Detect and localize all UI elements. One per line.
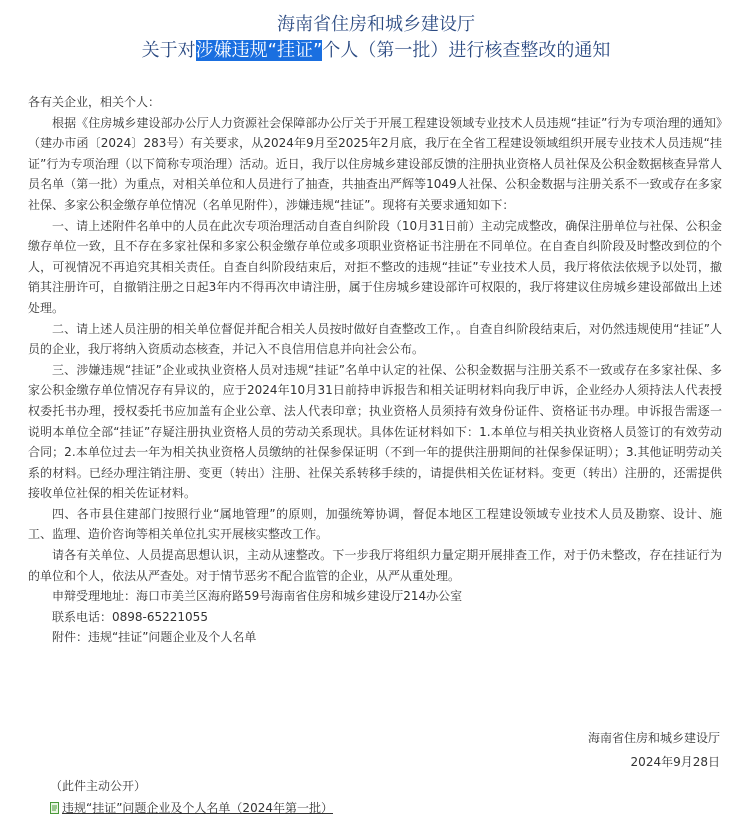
salutation: 各有关企业，相关个人： — [28, 95, 161, 109]
title-prefix: 关于对 — [141, 40, 196, 61]
appeal-address: 申辩受理地址：海口市美兰区海府路59号海南省住房和城乡建设厅214办公室 — [52, 589, 463, 604]
contact-phone: 联系电话：0898-65221055 — [52, 609, 208, 624]
signature-org: 海南省住房和城乡建设厅 — [587, 731, 720, 745]
attachment-link-label: 违规“挂证”问题企业及个人名单（2024年第一批） — [62, 801, 333, 815]
paragraph-item-4: 四、各市县住建部门按照行业“属地管理”的原则，加强统筹协调，督促本地区工程建设领域专业技术人员及勘察、设计、施工、监理、造价咨询等相关单位扎实开展核实整改工作。 — [28, 506, 722, 542]
paragraph-intro: 根据《住房城乡建设部办公厅人力资源社会保障部办公厅关于开展工程建设领域专业技术人员违规“挂证”行为专项治理的通知》（建办市函〔2024〕283号）有关要求，从2024年9月至2025年2月底，我厅在全省工程建设领域组织开展专业技术人员违规“挂证”行为专项治理（以下简称专项治理）活动。近日，我厅以住房城乡建设部反馈的注册执业资格人员社保及公积金数据核查异常人员名单（第一批）为重点，对相关单位和人员进行了抽查，共抽查出严辉等1049人社保、公积金数据与注册关系不一致或存在多家社保、多家公积金缴存单位情况（名单见附件），涉嫌违规“挂证”。现将有关要求通知如下： — [28, 115, 722, 212]
paragraph-item-1: 一、请上述附件名单中的人员在此次专项治理活动自查自纠阶段（10月31日前）主动完成整改，确保注册单位与社保、公积金缴存单位一致，且不存在多家社保和多家公积金缴存单位或多项职业资格证书注册在不同单位。在自查自纠阶段及时整改到位的个人，可视情况不再追究其相关责任。自查自纠阶段结束后，对拒不整改的违规“挂证”专业技术人员，我厅将依法依规予以处罚，撤销其注册许可，自撤销注册之日起3年内不得再次申请注册，属于住房城乡建设部许可权限的，我厅将建议住房城乡建设部做出上述处理。 — [28, 218, 722, 315]
notice-title-subject — [0, 38, 752, 64]
paragraph-item-2: 二、请上述人员注册的相关单位督促并配合相关人员按时做好自查整改工作，。自查自纠阶段结束后，对仍然违规使用“挂证”人员的企业，我厅将纳入资质动态核查，并记入不良信用信息并向社会公布。 — [28, 321, 722, 357]
title-suffix: 个人（第一批）进行核查整改的通知 — [322, 40, 611, 61]
attachment-file-icon — [50, 802, 60, 814]
title-highlighted-text: 涉嫌违规“挂证” — [195, 40, 323, 61]
notice-body — [28, 92, 722, 648]
attachment-note: 附件：违规“挂证”问题企业及个人名单 — [52, 630, 257, 645]
notice-title-org: 海南省住房和城乡建设厅 — [277, 14, 475, 35]
public-notice: （此件主动公开） — [50, 779, 147, 793]
attachment-download-link[interactable] — [50, 798, 333, 818]
paragraph-item-3: 三、涉嫌违规“挂证”企业或执业资格人员对违规“挂证”名单中认定的社保、公积金数据与注册关系不一致或存在多家社保、多家公积金缴存单位情况存有异议的，应于2024年10月31日前持申诉报告和相关证明材料向我厅申诉，企业经办人须持法人代表授权委托书办理，授权委托书应加盖有企业公章、法人代表印章；执业资格人员须持有效身份证件、资格证书办理。申诉报告需逐一说明本单位全部“挂证”存疑注册执业资格人员的劳动关系现状。具体佐证材料如下：1.本单位与相关执业资格人员签订的有效劳动合同；2.本单位过去一年为相关执业资格人员缴纳的社保参保证明（不到一年的提供注册期间的社保参保证明）；3.其他证明劳动关系的材料。已经办理注销注册、变更（转出）注册、社保关系转移手续的，请提供相关佐证材料。变更（转出）注册的，还需提供接收单位社保的相关佐证材料。 — [28, 362, 722, 501]
signature-date: 2024年9月28日 — [630, 755, 720, 769]
paragraph-closing: 请各有关单位、人员提高思想认识，主动从速整改。下一步我厅将组织力量定期开展排查工作，对于仍未整改，存在挂证行为的单位和个人，依法从严查处。对于情节恶劣不配合监管的企业，从严从重处理。 — [28, 548, 722, 583]
